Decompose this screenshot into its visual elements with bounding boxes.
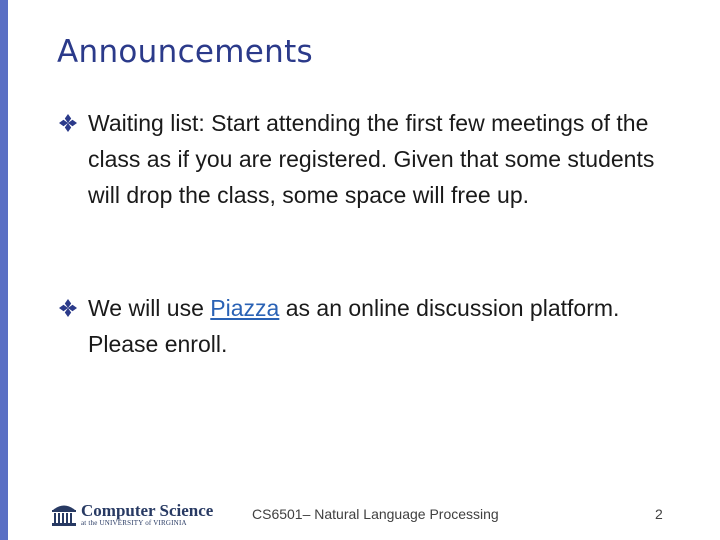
bullet-text-after-link: as an online discussion platform. Please enroll.: [88, 295, 620, 357]
computer-science-logo: [50, 500, 220, 530]
footer-course-name: CS6501– Natural Language Processing: [252, 506, 499, 522]
piazza-link[interactable]: Piazza: [210, 295, 280, 321]
bullet-waiting-list: [58, 105, 668, 213]
diamond-bullet-icon: [58, 298, 78, 318]
bullet-text: Waiting list: Start attending the first few meetings of the class as if you are registered. Given that some students will drop the class, some space will free up.: [88, 110, 655, 208]
slide-title: Announcements: [57, 34, 314, 70]
bullet-text-before-link: We will use: [88, 295, 211, 321]
page-number: 2: [655, 506, 663, 522]
rotunda-icon: [50, 500, 78, 528]
left-accent-bar: [0, 0, 8, 540]
logo-subtitle: at the UNIVERSITY of VIRGINIA: [81, 519, 187, 527]
logo-title: Computer Science: [81, 501, 214, 520]
bullet-text: [58, 290, 668, 362]
diamond-bullet-icon: [58, 113, 78, 133]
bullet-piazza: [58, 290, 668, 362]
